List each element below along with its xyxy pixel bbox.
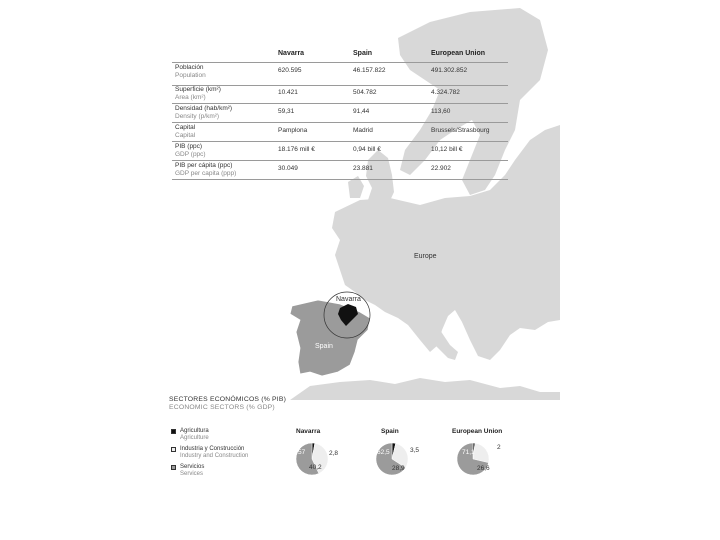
- column-header-spain: Spain: [353, 50, 373, 57]
- row-label-en: GDP (ppc): [175, 150, 206, 158]
- cell-spain: 0,94 bill €: [353, 146, 381, 153]
- column-header-eu: European Union: [431, 50, 486, 57]
- pie-label-eu-industry: 26,6: [477, 465, 490, 472]
- row-label-es: PIB per cápita (ppc): [175, 162, 233, 169]
- legend-label-en: Agriculture: [180, 435, 209, 441]
- row-label-es: PIB (ppc): [175, 143, 203, 150]
- pie-label-eu-services: 71,1: [462, 449, 475, 456]
- cell-eu: 10,12 bill €: [431, 146, 463, 153]
- row-label-es: Densidad (hab/km²): [175, 105, 233, 112]
- pie-title-spain: Spain: [381, 428, 399, 435]
- row-label-en: Population: [175, 71, 206, 79]
- pie-title-eu: European Union: [452, 428, 503, 435]
- pie-label-navarra-services: 57: [298, 449, 306, 456]
- pie-label-navarra-industry: 40,2: [309, 464, 322, 471]
- pie-title-navarra: Navarra: [296, 428, 321, 435]
- cell-navarra: 18.176 mill €: [278, 146, 315, 153]
- cell-navarra: 59,31: [278, 108, 295, 115]
- cell-spain: 91,44: [353, 108, 370, 115]
- cell-eu: 113,60: [431, 108, 451, 115]
- pie-label-navarra-agriculture: 2,8: [329, 450, 339, 457]
- sectors-title-en: ECONOMIC SECTORS (% GDP): [169, 404, 275, 411]
- sectors-title-es: SECTORES ECONÓMICOS (% PIB): [169, 396, 287, 403]
- cell-navarra: 30.049: [278, 165, 298, 172]
- row-label-en: Density (p/km²): [175, 112, 220, 120]
- cell-spain: Madrid: [353, 127, 373, 134]
- cell-spain: 504.782: [353, 89, 377, 96]
- legend-label-en: Services: [180, 471, 204, 477]
- cell-eu: 22.902: [431, 165, 451, 172]
- cell-spain: 46.157.822: [353, 67, 386, 74]
- column-header-navarra: Navarra: [278, 50, 305, 57]
- row-label-es: Población: [175, 64, 204, 71]
- map-label-europe: Europe: [414, 253, 437, 260]
- pie-label-spain-industry: 28,9: [392, 465, 405, 472]
- legend-label-en: Industry and Construction: [180, 453, 249, 459]
- pie-label-spain-services: 62,5: [377, 449, 390, 456]
- row-label-en: Area (km²): [175, 93, 206, 101]
- pie-label-eu-agriculture: 2: [497, 444, 501, 451]
- row-label-es: Superficie (km²): [175, 86, 221, 93]
- legend-label-es: Servicios: [180, 464, 205, 470]
- map-label-navarra: Navarra: [336, 296, 361, 303]
- legend-label-es: Agricultura: [180, 428, 209, 434]
- cell-spain: 23.881: [353, 165, 373, 172]
- cell-navarra: 620.595: [278, 67, 302, 74]
- cell-navarra: Pamplona: [278, 127, 308, 134]
- row-label-en: GDP per capita (ppp): [175, 169, 237, 177]
- row-label-es: Capital: [175, 124, 196, 131]
- map-label-spain: Spain: [315, 343, 333, 350]
- cell-navarra: 10.421: [278, 89, 298, 96]
- cell-eu: 491.302.852: [431, 67, 468, 74]
- cell-eu: Brussels/Strasbourg: [431, 127, 490, 134]
- row-label-en: Capital: [175, 131, 196, 139]
- legend-label-es: Industria y Construcción: [180, 446, 245, 452]
- pie-label-spain-agriculture: 3,5: [410, 447, 420, 454]
- cell-eu: 4.324.782: [431, 89, 460, 96]
